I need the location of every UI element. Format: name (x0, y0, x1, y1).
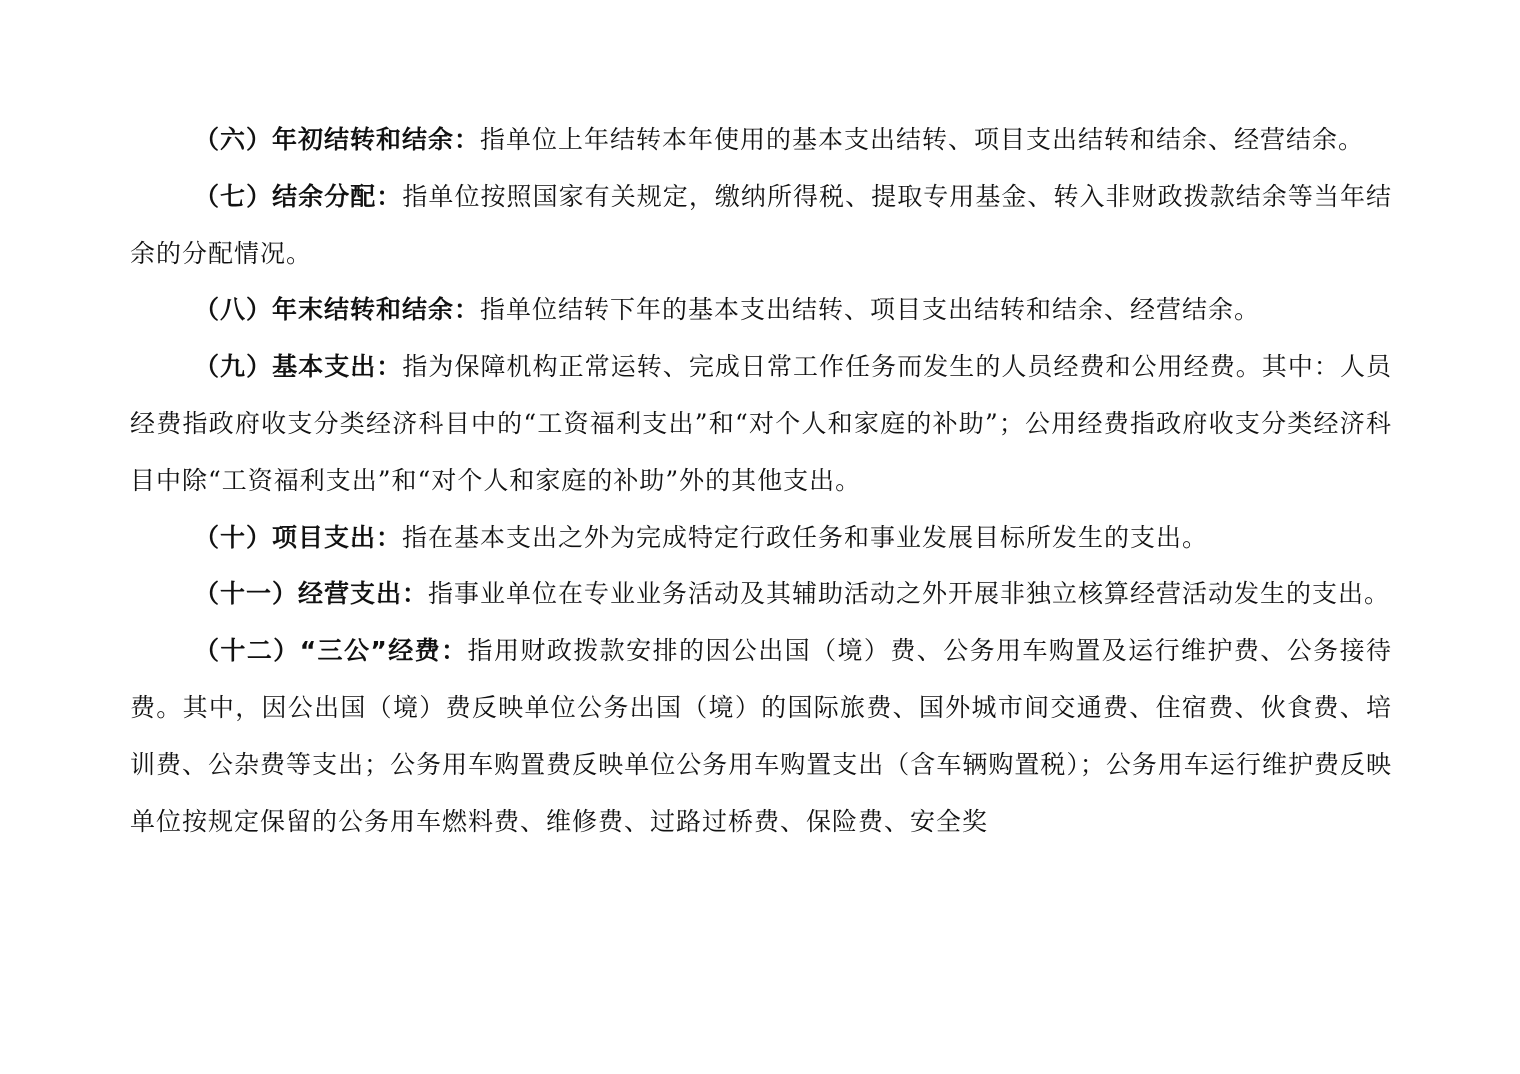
term-definition: 指事业单位在专业业务活动及其辅助活动之外开展非独立核算经营活动发生的支出。 (428, 579, 1391, 609)
term-heading: （八）年末结转和结余： (194, 295, 481, 325)
term-definition: 指单位结转下年的基本支出结转、项目支出结转和结余、经营结余。 (480, 295, 1261, 325)
paragraph-10 (130, 510, 1392, 567)
term-heading: （十二）“三公”经费： (194, 636, 468, 666)
term-definition: 指单位按照国家有关规定，缴纳所得税、提取专用基金、转入非财政拨款结余等当年结余的分配情况。 (130, 181, 1392, 268)
paragraph-9 (130, 339, 1392, 509)
term-heading: （九）基本支出： (194, 352, 403, 382)
paragraph-12 (130, 623, 1392, 850)
term-definition: 指为保障机构正常运转、完成日常工作任务而发生的人员经费和公用经费。其中：人员经费指政府收支分类经济科目中的“工资福利支出”和“对个人和家庭的补助”；公用经费指政府收支分类经济科目中除“工资福利支出”和“对个人和家庭的补助”外的其他支出。 (130, 352, 1392, 495)
term-heading: （六）年初结转和结余： (194, 125, 481, 154)
term-definition: 指用财政拨款安排的因公出国（境）费、公务用车购置及运行维护费、公务接待费。其中，因公出国（境）费反映单位公务出国（境）的国际旅费、国外城市间交通费、住宿费、伙食费、培训费、公杂费等支出；公务用车购置费反映单位公务用车购置支出（含车辆购置税）；公务用车运行维护费反映单位按规定保留的公务用车燃料费、维修费、过路过桥费、保险费、安全奖 (130, 636, 1392, 836)
term-heading: （七）结余分配： (194, 181, 403, 211)
paragraph-11 (130, 566, 1392, 623)
term-definition: 指在基本支出之外为完成特定行政任务和事业发展目标所发生的支出。 (402, 522, 1209, 552)
paragraph-8 (130, 282, 1392, 339)
term-definition: 指单位上年结转本年使用的基本支出结转、项目支出结转和结余、经营结余。 (480, 125, 1365, 154)
document-page (130, 112, 1392, 850)
term-heading: （十一）经营支出： (194, 579, 429, 609)
paragraph-7 (130, 169, 1392, 283)
term-heading: （十）项目支出： (194, 522, 403, 552)
paragraph-6 (130, 112, 1392, 169)
